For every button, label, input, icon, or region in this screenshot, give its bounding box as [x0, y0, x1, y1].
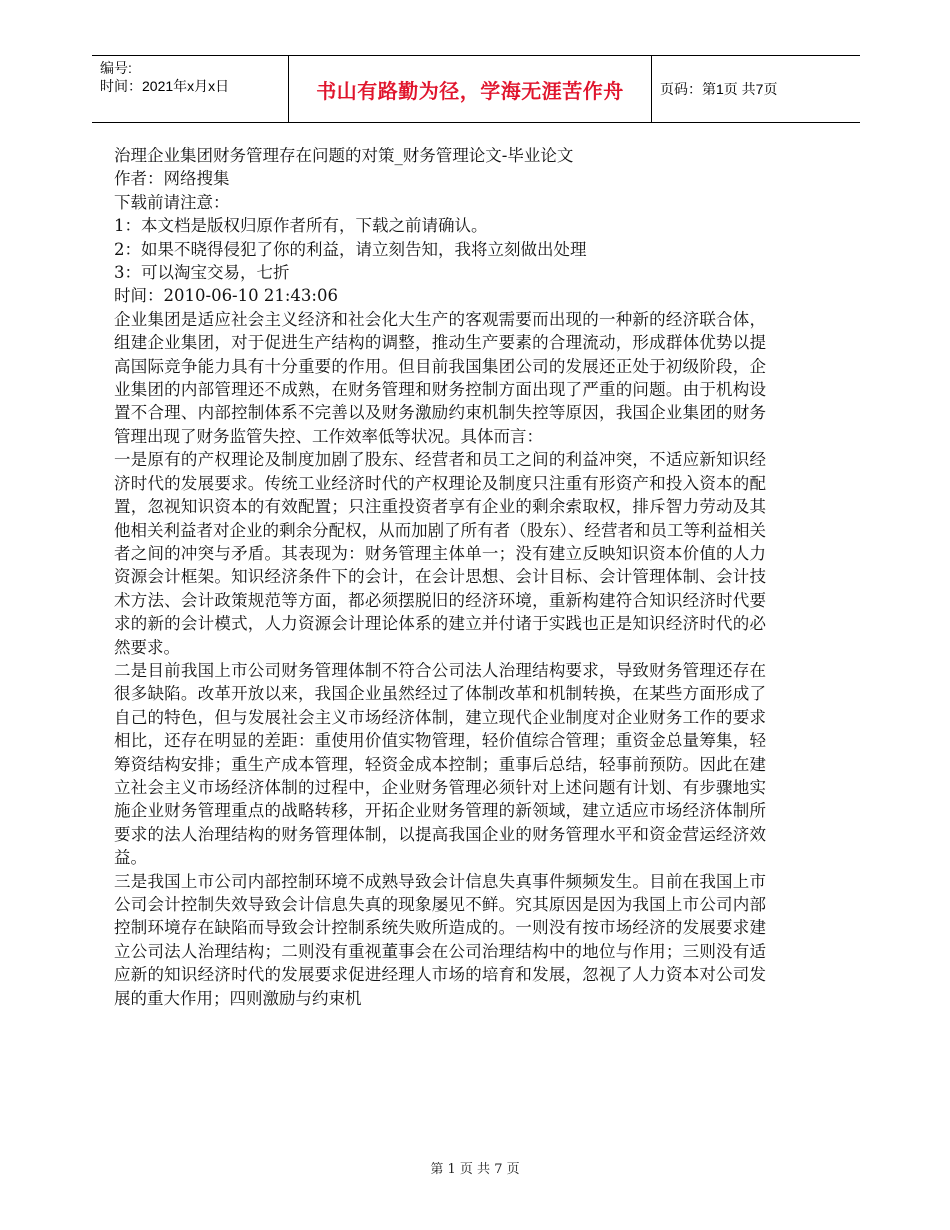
header-motto: 书山有路勤为径，学海无涯苦作舟	[288, 56, 652, 122]
article-title: 治理企业集团财务管理存在问题的对策_财务管理论文-毕业论文	[114, 146, 574, 165]
paragraph-2: 一是原有的产权理论及制度加剧了股东、经营者和员工之间的利益冲突，不适应新知识经济时代的发展要求。传统工业经济时代的产权理论及制度只注重有形资产和投入资本的配置，忽视知识资本的有效配置；只注重投资者享有企业的剩余索取权，排斥智力劳动及其他相关利益者对企业的剩余分配权，从而加剧了所有者（股东）、经营者和员工等利益相关者之间的冲突与矛盾。其表现为：财务管理主体单一；没有建立反映知识资本价值的人力资源会计框架。知识经济条件下的会计，在会计思想、会计目标、会计管理体制、会计技术方法、会计政策规范等方面，都必须摆脱旧的经济环境，重新构建符合知识经济时代要求的新的会计模式，人力资源会计理论体系的建立并付诸于实践也正是知识经济时代的必然要求。	[114, 450, 766, 657]
article-body	[114, 144, 766, 1010]
paragraph-1: 企业集团是适应社会主义经济和社会化大生产的客观需要而出现的一种新的经济联合体，组建企业集团，对于促进生产结构的调整，推动生产要素的合理流动，形成群体优势以提高国际竞争能力具有十分重要的作用。但目前我国集团公司的发展还正处于初级阶段，企业集团的内部管理还不成熟，在财务管理和财务控制方面出现了严重的问题。由于机构设置不合理、内部控制体系不完善以及财务激励约束机制失控等原因，我国企业集团的财务管理出现了财务监管失控、工作效率低等状况。具体而言：	[114, 309, 766, 446]
header-left-cell	[92, 56, 288, 122]
notice-item-2: 2：如果不晓得侵犯了你的利益，请立刻告知，我将立刻做出处理	[114, 239, 587, 259]
publish-time: 时间：2010-06-10 21:43:06	[114, 286, 338, 306]
paragraph-4: 三是我国上市公司内部控制环境不成熟导致会计信息失真事件频频发生。目前在我国上市公司会计控制失效导致会计信息失真的现象屡见不鲜。究其原因是因为我国上市公司内部控制环境存在缺陷而导致会计控制系统失败所造成的。一则没有按市场经济的发展要求建立公司法人治理结构；二则没有重视董事会在公司治理结构中的地位与作用；三则没有适应新的知识经济时代的发展要求促进经理人市场的培育和发展，忽视了人力资本对公司发展的重大作用；四则激励与约束机	[114, 871, 766, 1008]
page-footer: 第 1 页 共 7 页	[430, 1162, 520, 1177]
paragraph-3: 二是目前我国上市公司财务管理体制不符合公司法人治理结构要求，导致财务管理还存在很多缺陷。改革开放以来，我国企业虽然经过了体制改革和机制转换，在某些方面形成了自己的特色，但与发展社会主义市场经济体制，建立现代企业制度对企业财务工作的要求相比，还存在明显的差距：重使用价值实物管理，轻价值综合管理；重资金总量筹集，轻筹资结构安排；重生产成本管理，轻资金成本控制；重事后总结，轻事前预防。因此在建立社会主义市场经济体制的过程中，企业财务管理必须针对上述问题有计划、有步骤地实施企业财务管理重点的战略转移，开拓企业财务管理的新领域，建立适应市场经济体制所要求的法人治理结构的财务管理体制，以提高我国企业的财务管理水平和资金营运经济效益。	[114, 660, 766, 868]
notice-item-3: 3：可以淘宝交易，七折	[114, 263, 290, 283]
notice-heading: 下载前请注意：	[114, 192, 230, 212]
header-page-label: 页码：第1页 共7页	[660, 81, 778, 97]
notice-item-1: 1：本文档是版权归原作者所有，下载之前请确认。	[114, 216, 488, 236]
header-table	[92, 55, 860, 123]
article-author: 作者：网络搜集	[114, 169, 230, 189]
document-time-label: 时间：2021年x月x日	[100, 78, 230, 94]
document-number-label: 编号:	[100, 60, 132, 76]
